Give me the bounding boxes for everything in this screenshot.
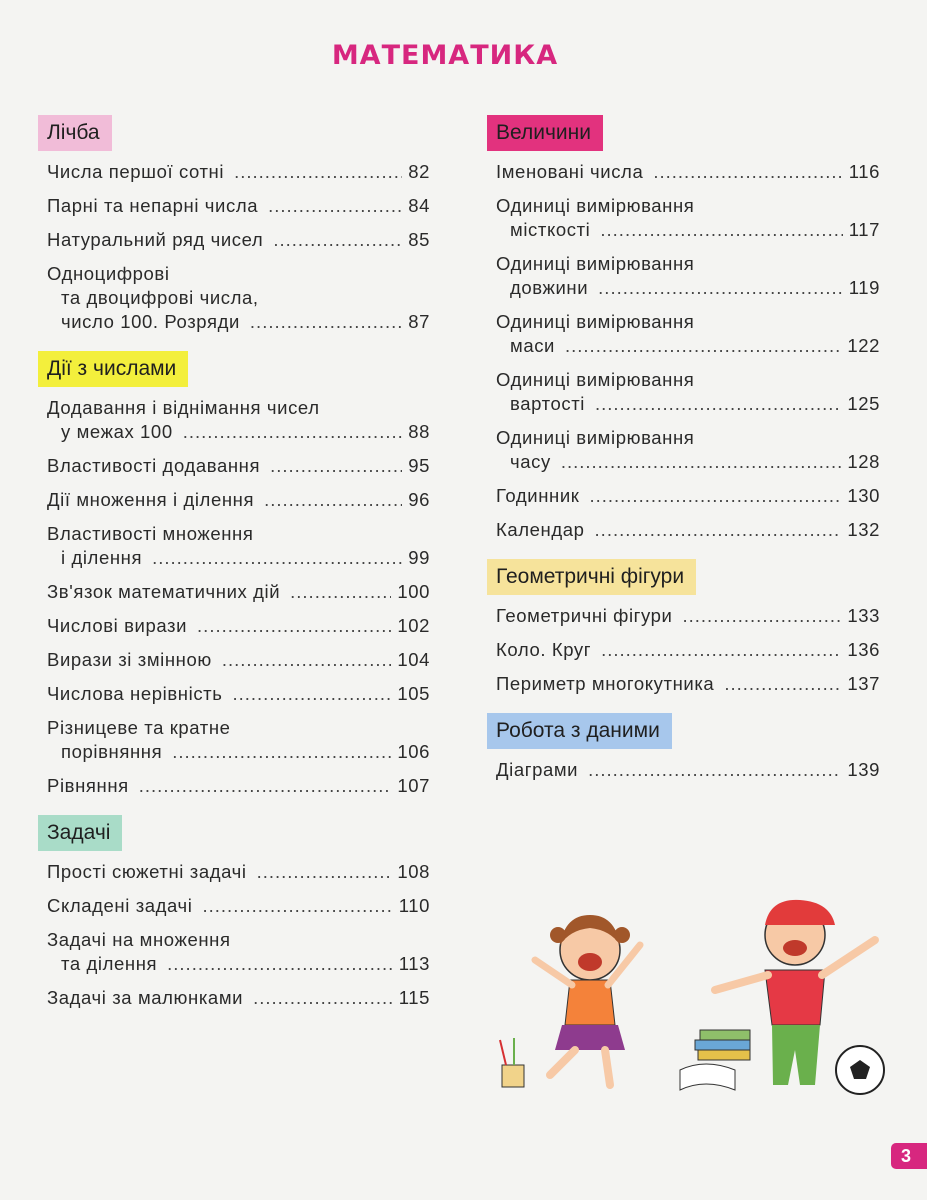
toc-entry-page: 132 bbox=[847, 519, 880, 540]
dot-leader bbox=[264, 488, 402, 512]
toc-entry-text: Одноцифрові bbox=[47, 263, 170, 284]
dot-leader bbox=[273, 228, 402, 252]
toc-entry-text: Задачі за малюнками bbox=[47, 987, 244, 1008]
section-entries bbox=[487, 155, 880, 547]
section-heading[interactable]: Геометричні фігури bbox=[487, 559, 696, 595]
toc-entry-page: 102 bbox=[397, 615, 430, 636]
books-icon bbox=[680, 1030, 750, 1090]
toc-entry-text: Рівняння bbox=[47, 775, 129, 796]
toc-entry-text: маси bbox=[510, 335, 555, 356]
toc-entry-text: Додавання і віднімання чисел bbox=[47, 397, 320, 418]
toc-entry[interactable] bbox=[38, 155, 430, 189]
dot-leader bbox=[253, 986, 393, 1010]
toc-entry-page: 136 bbox=[847, 639, 880, 660]
dot-leader bbox=[203, 894, 393, 918]
dot-leader bbox=[595, 518, 842, 542]
dot-leader bbox=[222, 648, 391, 672]
toc-entry-page: 125 bbox=[847, 393, 880, 414]
toc-entry-page: 96 bbox=[408, 489, 430, 510]
toc-entry-text: Числова нерівність bbox=[47, 683, 223, 704]
toc-entry-page: 133 bbox=[847, 605, 880, 626]
toc-entry[interactable] bbox=[38, 711, 430, 769]
toc-entry[interactable] bbox=[487, 189, 880, 247]
toc-entry-text: Коло. Круг bbox=[496, 639, 592, 660]
toc-entry-page: 110 bbox=[398, 895, 430, 916]
section-heading[interactable]: Задачі bbox=[38, 815, 122, 851]
dot-leader bbox=[250, 310, 402, 334]
toc-entry-text: Вирази зі змінною bbox=[47, 649, 212, 670]
toc-entry-text: Різницеве та кратне bbox=[47, 717, 231, 738]
toc-entry-text: у межах 100 bbox=[61, 421, 173, 442]
toc-entry-text: Властивості додавання bbox=[47, 455, 261, 476]
dot-leader bbox=[270, 454, 402, 478]
toc-entry-page: 106 bbox=[397, 741, 430, 762]
toc-entry-text: Парні та непарні числа bbox=[47, 195, 259, 216]
toc-entry[interactable] bbox=[38, 575, 430, 609]
toc-entry-page: 117 bbox=[848, 219, 880, 240]
toc-entry[interactable] bbox=[487, 155, 880, 189]
toc-entry[interactable] bbox=[38, 923, 430, 981]
dot-leader bbox=[290, 580, 391, 604]
toc-entry[interactable] bbox=[38, 981, 430, 1015]
section-entries bbox=[38, 855, 430, 1015]
dot-leader bbox=[268, 194, 402, 218]
toc-entry-page: 137 bbox=[847, 673, 880, 694]
girl-figure bbox=[535, 915, 640, 1085]
toc-entry-text: та двоцифрові числа, bbox=[61, 287, 259, 308]
toc-entry-text: Дії множення і ділення bbox=[47, 489, 255, 510]
dot-leader bbox=[139, 774, 392, 798]
toc-entry[interactable] bbox=[487, 599, 880, 633]
toc-entry[interactable] bbox=[38, 391, 430, 449]
toc-entry-page: 82 bbox=[408, 161, 430, 182]
toc-entry-page: 139 bbox=[847, 759, 880, 780]
toc-entry-text: Числові вирази bbox=[47, 615, 188, 636]
toc-entry[interactable] bbox=[38, 449, 430, 483]
toc-entry[interactable] bbox=[487, 305, 880, 363]
dot-leader bbox=[167, 952, 393, 976]
toc-entry-text: Годинник bbox=[496, 485, 580, 506]
toc-entry[interactable] bbox=[38, 769, 430, 803]
toc-entry-page: 113 bbox=[398, 953, 430, 974]
toc-entry-text: та ділення bbox=[61, 953, 158, 974]
toc-entry[interactable] bbox=[487, 479, 880, 513]
toc-entry[interactable] bbox=[487, 667, 880, 701]
section-heading[interactable]: Лічба bbox=[38, 115, 112, 151]
page-number-badge: 3 bbox=[891, 1143, 927, 1169]
toc-entry[interactable] bbox=[487, 421, 880, 479]
toc-entry-text: Іменовані числа bbox=[496, 161, 644, 182]
toc-entry-text: Числа першої сотні bbox=[47, 161, 225, 182]
toc-entry-page: 108 bbox=[397, 861, 430, 882]
section-geometry bbox=[487, 559, 880, 701]
toc-entry-page: 87 bbox=[408, 311, 430, 332]
toc-entry-page: 99 bbox=[408, 547, 430, 568]
section-zadachi bbox=[38, 815, 430, 1015]
toc-right-column bbox=[487, 115, 880, 799]
toc-entry[interactable] bbox=[487, 753, 880, 787]
toc-entry-page: 95 bbox=[408, 455, 430, 476]
page-title: МАТЕМАТИКА bbox=[331, 40, 559, 71]
dot-leader bbox=[565, 334, 841, 358]
section-entries bbox=[38, 391, 430, 803]
toc-entry-text: Прості сюжетні задачі bbox=[47, 861, 247, 882]
toc-entry-text: вартості bbox=[510, 393, 585, 414]
section-velychyny bbox=[487, 115, 880, 547]
toc-entry-page: 104 bbox=[397, 649, 430, 670]
toc-entry-text: Діаграми bbox=[496, 759, 579, 780]
toc-entry-text: довжини bbox=[510, 277, 589, 298]
toc-entry[interactable] bbox=[38, 517, 430, 575]
toc-entry-text: часу bbox=[510, 451, 551, 472]
section-entries bbox=[38, 155, 430, 339]
dot-leader bbox=[598, 276, 843, 300]
pencil-cup-icon bbox=[500, 1038, 524, 1087]
toc-entry[interactable] bbox=[487, 513, 880, 547]
toc-entry[interactable] bbox=[38, 889, 430, 923]
dot-leader bbox=[197, 614, 391, 638]
toc-entry-text: число 100. Розряди bbox=[61, 311, 240, 332]
toc-entry-page: 115 bbox=[398, 987, 430, 1008]
toc-entry[interactable] bbox=[38, 643, 430, 677]
toc-entry-text: Одиниці вимірювання bbox=[496, 311, 695, 332]
toc-entry[interactable] bbox=[487, 363, 880, 421]
toc-entry[interactable] bbox=[487, 247, 880, 305]
dot-leader bbox=[234, 160, 402, 184]
dot-leader bbox=[172, 740, 391, 764]
toc-entry-text: Календар bbox=[496, 519, 585, 540]
toc-entry-page: 119 bbox=[848, 277, 880, 298]
toc-entry-page: 85 bbox=[408, 229, 430, 250]
dot-leader bbox=[595, 392, 841, 416]
toc-entry-text: Зв'язок математичних дій bbox=[47, 581, 281, 602]
section-dii-z-chyslamy bbox=[38, 351, 430, 803]
dot-leader bbox=[589, 484, 841, 508]
toc-entry-text: Властивості множення bbox=[47, 523, 254, 544]
toc-entry-page: 116 bbox=[848, 161, 880, 182]
toc-entry-page: 128 bbox=[847, 451, 880, 472]
toc-entry-text: Задачі на множення bbox=[47, 929, 231, 950]
toc-entry[interactable] bbox=[38, 257, 430, 339]
toc-entry-text: місткості bbox=[510, 219, 591, 240]
section-heading[interactable]: Величини bbox=[487, 115, 603, 151]
dot-leader bbox=[724, 672, 841, 696]
toc-entry-page: 100 bbox=[397, 581, 430, 602]
toc-entry-page: 88 bbox=[408, 421, 430, 442]
toc-entry[interactable] bbox=[38, 483, 430, 517]
toc-entry-page: 130 bbox=[847, 485, 880, 506]
toc-entry[interactable] bbox=[38, 609, 430, 643]
toc-entry[interactable] bbox=[38, 855, 430, 889]
toc-entry[interactable] bbox=[38, 677, 430, 711]
dot-leader bbox=[232, 682, 391, 706]
toc-left-column bbox=[38, 115, 430, 1027]
toc-entry-text: Одиниці вимірювання bbox=[496, 195, 695, 216]
toc-entry-page: 105 bbox=[397, 683, 430, 704]
dot-leader bbox=[588, 758, 841, 782]
toc-entry-page: 122 bbox=[847, 335, 880, 356]
section-heading[interactable]: Робота з даними bbox=[487, 713, 672, 749]
dot-leader bbox=[683, 604, 842, 628]
toc-entry[interactable] bbox=[38, 189, 430, 223]
toc-entry[interactable] bbox=[487, 633, 880, 667]
toc-entry-text: Одиниці вимірювання bbox=[496, 427, 695, 448]
toc-entry-text: Геометричні фігури bbox=[496, 605, 673, 626]
toc-entry-page: 107 bbox=[397, 775, 430, 796]
dot-leader bbox=[601, 638, 841, 662]
toc-entry-text: порівняння bbox=[61, 741, 163, 762]
dot-leader bbox=[183, 420, 403, 444]
section-entries bbox=[487, 599, 880, 701]
dot-leader bbox=[257, 860, 392, 884]
children-playing-illustration bbox=[490, 890, 890, 1130]
dot-leader bbox=[653, 160, 842, 184]
toc-entry-text: Одиниці вимірювання bbox=[496, 253, 695, 274]
section-data bbox=[487, 713, 880, 787]
dot-leader bbox=[152, 546, 402, 570]
section-entries bbox=[487, 753, 880, 787]
toc-entry-page: 84 bbox=[408, 195, 430, 216]
toc-entry-text: Складені задачі bbox=[47, 895, 193, 916]
toc-entry-text: Периметр многокутника bbox=[496, 673, 715, 694]
toc-entry-text: Натуральний ряд чисел bbox=[47, 229, 264, 250]
toc-entry[interactable] bbox=[38, 223, 430, 257]
section-licba bbox=[38, 115, 430, 339]
dot-leader bbox=[600, 218, 842, 242]
toc-entry-text: і ділення bbox=[61, 547, 143, 568]
section-heading[interactable]: Дії з числами bbox=[38, 351, 188, 387]
dot-leader bbox=[561, 450, 842, 474]
toc-entry-text: Одиниці вимірювання bbox=[496, 369, 695, 390]
soccer-ball-icon bbox=[836, 1046, 884, 1094]
